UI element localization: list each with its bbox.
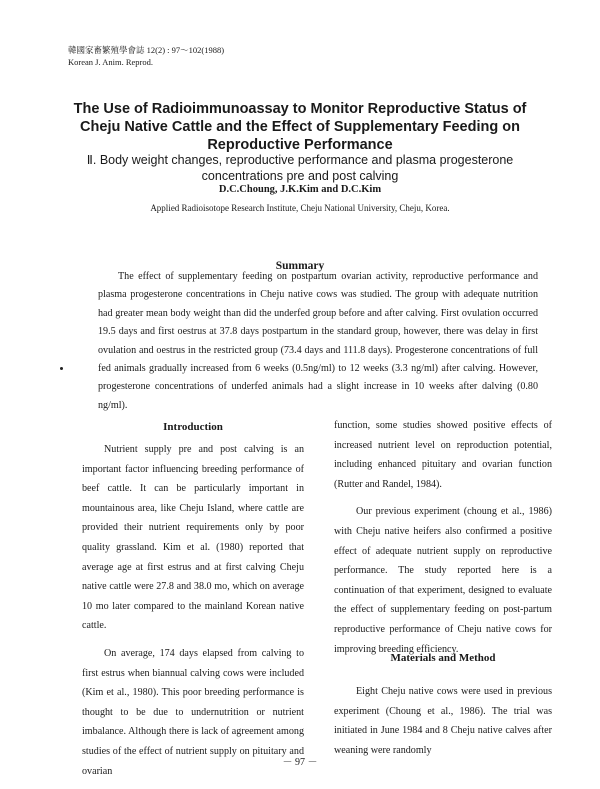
introduction-heading: Introduction [163, 421, 223, 433]
affiliation: Applied Radioisotope Research Institute, Cheju National University, Cheju, Korea. [150, 203, 450, 213]
authors: D.C.Choung, J.K.Kim and D.C.Kim [218, 184, 382, 195]
journal-name-en: Korean J. Anim. Reprod. [68, 57, 153, 67]
journal-citation: 韓國家畜繁殖學會誌 12(2) : 97～102(1988) [68, 45, 225, 55]
summary-body [98, 268, 538, 415]
stray-mark [60, 367, 63, 370]
paper-subtitle: Ⅱ. Body weight changes, reproductive performance and plasma progesterone concentrations pre and post calving [86, 153, 514, 183]
summary-heading: Summary [275, 260, 325, 272]
left-column [82, 440, 304, 789]
page-number: － 97 － [282, 757, 318, 768]
right-column [334, 416, 552, 667]
intro-paragraph-1: Nutrient supply pre and post calving is an important factor influencing breeding performance of beef cattle. It can be particularly important in mountainous area, like Cheju Island, where cattle are provided their nutrient requirements only by poor quality grassland. Kim et al. (1980) reported that average age at first estrus and at first calving Cheju native cattle were 27.8 and 38.0 mo, which on average 10 mo later compared to the mainland Korean native cattle. [82, 444, 304, 632]
intro-paragraph-3: function, some studies showed positive effects of increased nutrient level on reproduction potential, including enhanced pituitary and ovarian function (Rutter and Randel, 1984). [334, 420, 552, 490]
summary-text: The effect of supplementary feeding on postpartum ovarian activity, reproductive performance and plasma progesterone concentrations in Cheju native cows was studied. The group with adequate nutrition had greater mean body weight than did the underfed group before and after calving. First ovulation occurred 19.5 days and first oestrus at 37.8 days postpartum in the standard group, however, there was delay in first ovulation and oestrus in the restricted group (73.4 days and 111.8 days). Progesterone concentrations of full fed animals gradually increased from 6 weeks (0.5ng/ml) to 12 weeks (3.3 ng/ml) after calving. However, progesterone concentrations of underfed animals had a slight increase in 10 weeks after dalving (0.80 ng/ml). [98, 271, 538, 411]
intro-paragraph-4: Our previous experiment (choung et al., 1986) with Cheju native heifers also confirmed a positive effect of adequate nutrient supply on reproductive performance. The study reported here is a continuation of that experiment, designed to evaluate the effect of supplementary feeding on post-partum reproductive performance of Cheju native cows for improving breeding efficiency. [334, 506, 552, 655]
intro-paragraph-2: On average, 174 days elapsed from calving to first estrus when biannual calving cows were included (Kim et al., 1980). This poor breeding performance is thought to be due to undernutrition or nutrient imbalance. Although there is lack of agreement among studies of the effect of nutrient supply on pituitary and ovarian [82, 647, 304, 777]
journal-header [68, 44, 224, 68]
methods-heading: Materials and Method [390, 652, 496, 664]
methods-paragraph-1: Eight Cheju native cows were used in previous experiment (Choung et al., 1986). The trial was initiated in June 1984 and 8 Cheju native calves after weaning were randomly [334, 686, 552, 756]
paper-title: The Use of Radioimmunoassay to Monitor Reproductive Status of Cheju Native Cattle and the Effect of Supplementary Feeding on Reproductive Performance [73, 101, 527, 153]
